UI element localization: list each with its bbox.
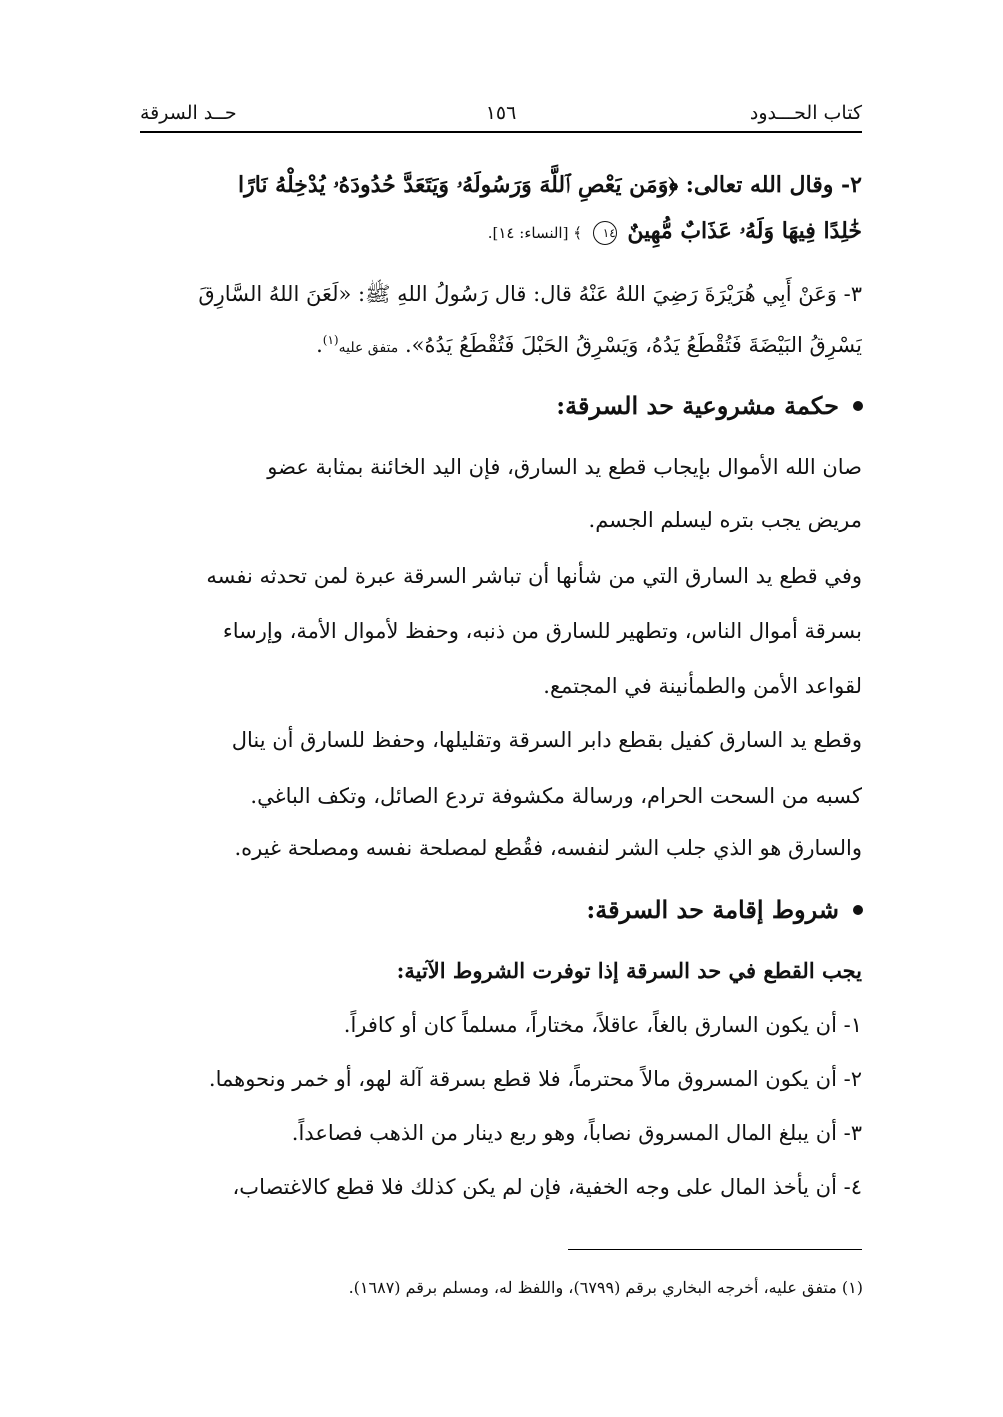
running-header [140, 96, 862, 130]
quran-line-1: ٢- وقال الله تعالى: ﴿وَمَن يَعْصِ ٱللَّهَ وَرَسُولَهُۥ وَيَتَعَدَّ حُدُودَهُۥ يُدْخِلْهُ نَارًا [237, 172, 862, 198]
hadith-end-dot: . [316, 333, 323, 357]
hadith-line-2 [150, 320, 862, 360]
wisdom-paragraphs [150, 442, 862, 874]
header-chapter-title: حــد السرقة [140, 102, 237, 124]
condition-item: ٢- أن يكون المسروق مالاً محترماً، فلا قطع بسرقة آلة لهو، أو خمر ونحوهما. [208, 1067, 862, 1091]
quran-line-2 [150, 210, 862, 252]
header-rule [140, 131, 862, 133]
footnote-marker: (١) [322, 333, 339, 347]
heading-text: شروط إقامة حد السرقة: [586, 895, 839, 924]
paragraph-line: صان الله الأموال بإيجاب قطع يد السارق، فإن اليد الخائنة بمثابة عضو [267, 455, 862, 479]
section-heading-wisdom [556, 386, 863, 426]
bullet-icon [853, 401, 863, 411]
condition-item: ٤- أن يأخذ المال على وجه الخفية، فإن لم يكن كذلك فلا قطع كالاغتصاب، [232, 1175, 862, 1199]
paragraph-line: وقطع يد السارق كفيل بقطع دابر السرقة وتقليلها، وحفظ للسارق أن ينال [231, 728, 862, 752]
conditions-intro: يجب القطع في حد السرقة إذا توفرت الشروط الآتية: [396, 958, 862, 983]
conditions-list [150, 944, 862, 1214]
paragraph [150, 442, 862, 554]
hadith-grading: متفق عليه [338, 340, 399, 356]
bullet-icon [853, 905, 863, 915]
page-number: ١٥٦ [485, 102, 517, 124]
verse-reference: ﴾ [النساء: ١٤]. [487, 224, 582, 242]
paragraph-line: كسبه من السحت الحرام، ورسالة مكشوفة تردع الصائل، وتكف الباغي. [250, 784, 862, 808]
paragraph-line: لقواعد الأمن والطمأنينة في المجتمع. [543, 674, 862, 698]
footnote: (١) متفق عليه، أخرجه البخاري برقم (٦٧٩٩)، واللفظ له، ومسلم برقم (١٦٨٧). [348, 1278, 863, 1297]
condition-item: ٣- أن يبلغ المال المسروق نصاباً، وهو ربع دينار من الذهب فصاعداً. [291, 1121, 862, 1145]
paragraph [150, 718, 862, 822]
paragraph-line: والسارق هو الذي جلب الشر لنفسه، فقُطع لمصلحة نفسه ومصلحة غيره. [234, 836, 862, 860]
header-book-title: كتاب الحـــدود [749, 102, 862, 124]
section-heading-conditions [586, 890, 863, 930]
paragraph-line: مريض يجب بتره ليسلم الجسم. [588, 508, 862, 532]
hadith-text: يَسْرِقُ البَيْضَةَ فَتُقْطَعُ يَدُهُ، وَيَسْرِقُ الحَبْلَ فَتُقْطَعُ يَدُهُ». [404, 333, 862, 357]
footnote-rule [568, 1249, 862, 1250]
paragraph-line: وفي قطع يد السارق التي من شأنها أن تباشر السرقة عبرة لمن تحدثه نفسه [206, 564, 862, 588]
quran-text: خَٰلِدًا فِيهَا وَلَهُۥ عَذَابٌ مُّهِينٌ [627, 218, 862, 244]
ayah-number-icon: ١٤ [593, 221, 617, 245]
hadith-item [150, 268, 862, 360]
quran-verse-item [150, 160, 862, 252]
condition-item: ١- أن يكون السارق بالغاً، عاقلاً، مختاراً، مسلماً كان أو كافراً. [343, 1013, 862, 1037]
paragraph [150, 554, 862, 718]
heading-text: حكمة مشروعية حد السرقة: [556, 391, 839, 420]
hadith-line-1: ٣- وَعَنْ أَبِي هُرَيْرَةَ رَضِيَ اللهُ عَنْهُ قال: قال رَسُولُ اللهِ ﷺ: «لَعَنَ اللهُ السَّارِقَ [198, 282, 862, 306]
paragraph-line: بسرقة أموال الناس، وتطهير للسارق من ذنبه، وحفظ لأموال الأمة، وإرساء [222, 619, 862, 643]
paragraph [150, 822, 862, 874]
